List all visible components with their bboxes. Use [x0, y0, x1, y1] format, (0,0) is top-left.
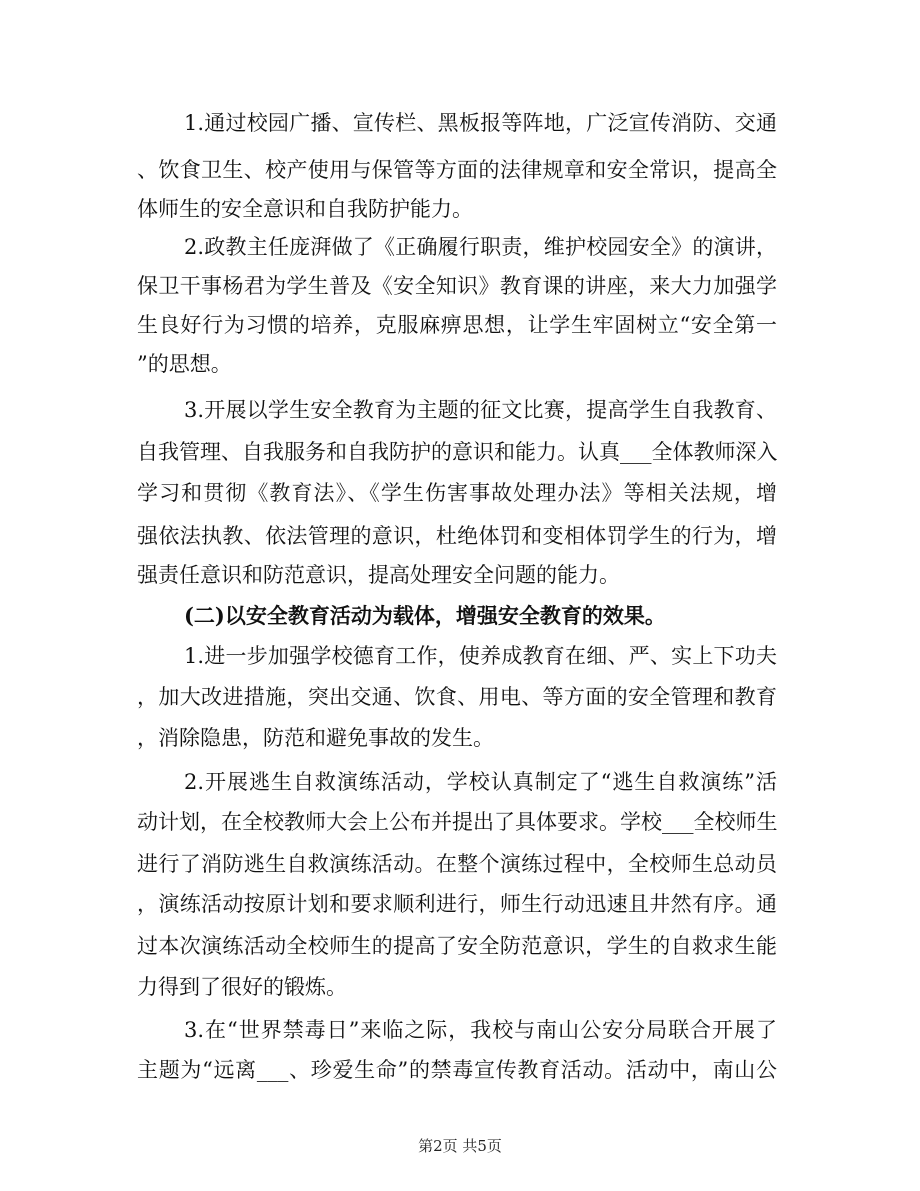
paragraph-line: 体师生的安全意识和自我防护能力。 [137, 197, 473, 221]
section-heading: (二)以安全教育活动为载体，增强安全教育的效果。 [184, 603, 666, 628]
paragraph-line: ”的思想。 [137, 352, 232, 376]
paragraph-line: 2.政教主任庞湃做了《正确履行职责，维护校园安全》的演讲， [184, 235, 777, 259]
paragraph-line: ，演练活动按原计划和要求顺利进行，师生行动迅速且井然有序。通 [137, 892, 777, 916]
paragraph-line: 生良好行为习惯的培养，克服麻痹思想，让学生牢固树立“安全第一 [137, 313, 777, 337]
page-number-footer: 第2页 共5页 [418, 1137, 502, 1155]
paragraph-line: ，加大改进措施，突出交通、饮食、用电、等方面的安全管理和教育 [137, 685, 777, 709]
paragraph-line: ，消除隐患，防范和避免事故的发生。 [137, 726, 494, 750]
paragraph-line: 3.在“世界禁毒日”来临之际，我校与南山公安分局联合开展了 [184, 1018, 777, 1042]
paragraph-line: 进行了消防逃生自救演练活动。在整个演练过程中，全校师生总动员 [137, 852, 777, 876]
paragraph-line: 强责任意识和防范意识，提高处理安全问题的能力。 [137, 563, 620, 587]
paragraph-line: 保卫干事杨君为学生普及《安全知识》教育课的讲座，来大力加强学 [137, 274, 777, 298]
paragraph-line: 2.开展逃生自救演练活动，学校认真制定了“逃生自救演练”活 [184, 770, 777, 794]
paragraph-line: 力得到了很好的锻炼。 [137, 975, 347, 999]
paragraph-line: 过本次演练活动全校师生的提高了安全防范意识，学生的自救求生能 [137, 934, 777, 958]
paragraph-line: 动计划，在全校教师大会上公布并提出了具体要求。学校___全校师生 [137, 810, 777, 834]
paragraph-line: 3.开展以学生安全教育为主题的征文比赛，提高学生自我教育、 [184, 398, 777, 422]
paragraph-line: 1.通过校园广播、宣传栏、黑板报等阵地，广泛宣传消防、交通 [184, 111, 777, 135]
paragraph-line: 强依法执教、依法管理的意识，杜绝体罚和变相体罚学生的行为，增 [137, 524, 777, 548]
paragraph-line: 自我管理、自我服务和自我防护的意识和能力。认真___全体教师深入 [137, 440, 777, 464]
paragraph-line: 主题为“远离___、珍爱生命”的禁毒宣传教育活动。活动中，南山公 [137, 1058, 777, 1082]
paragraph-line: 学习和贯彻《教育法》、《学生伤害事故处理办法》等相关法规，增 [137, 481, 777, 505]
paragraph-line: 1.进一步加强学校德育工作，使养成教育在细、严、实上下功夫 [184, 644, 777, 668]
paragraph-line: 、饮食卫生、校产使用与保管等方面的法律规章和安全常识，提高全 [137, 158, 777, 182]
